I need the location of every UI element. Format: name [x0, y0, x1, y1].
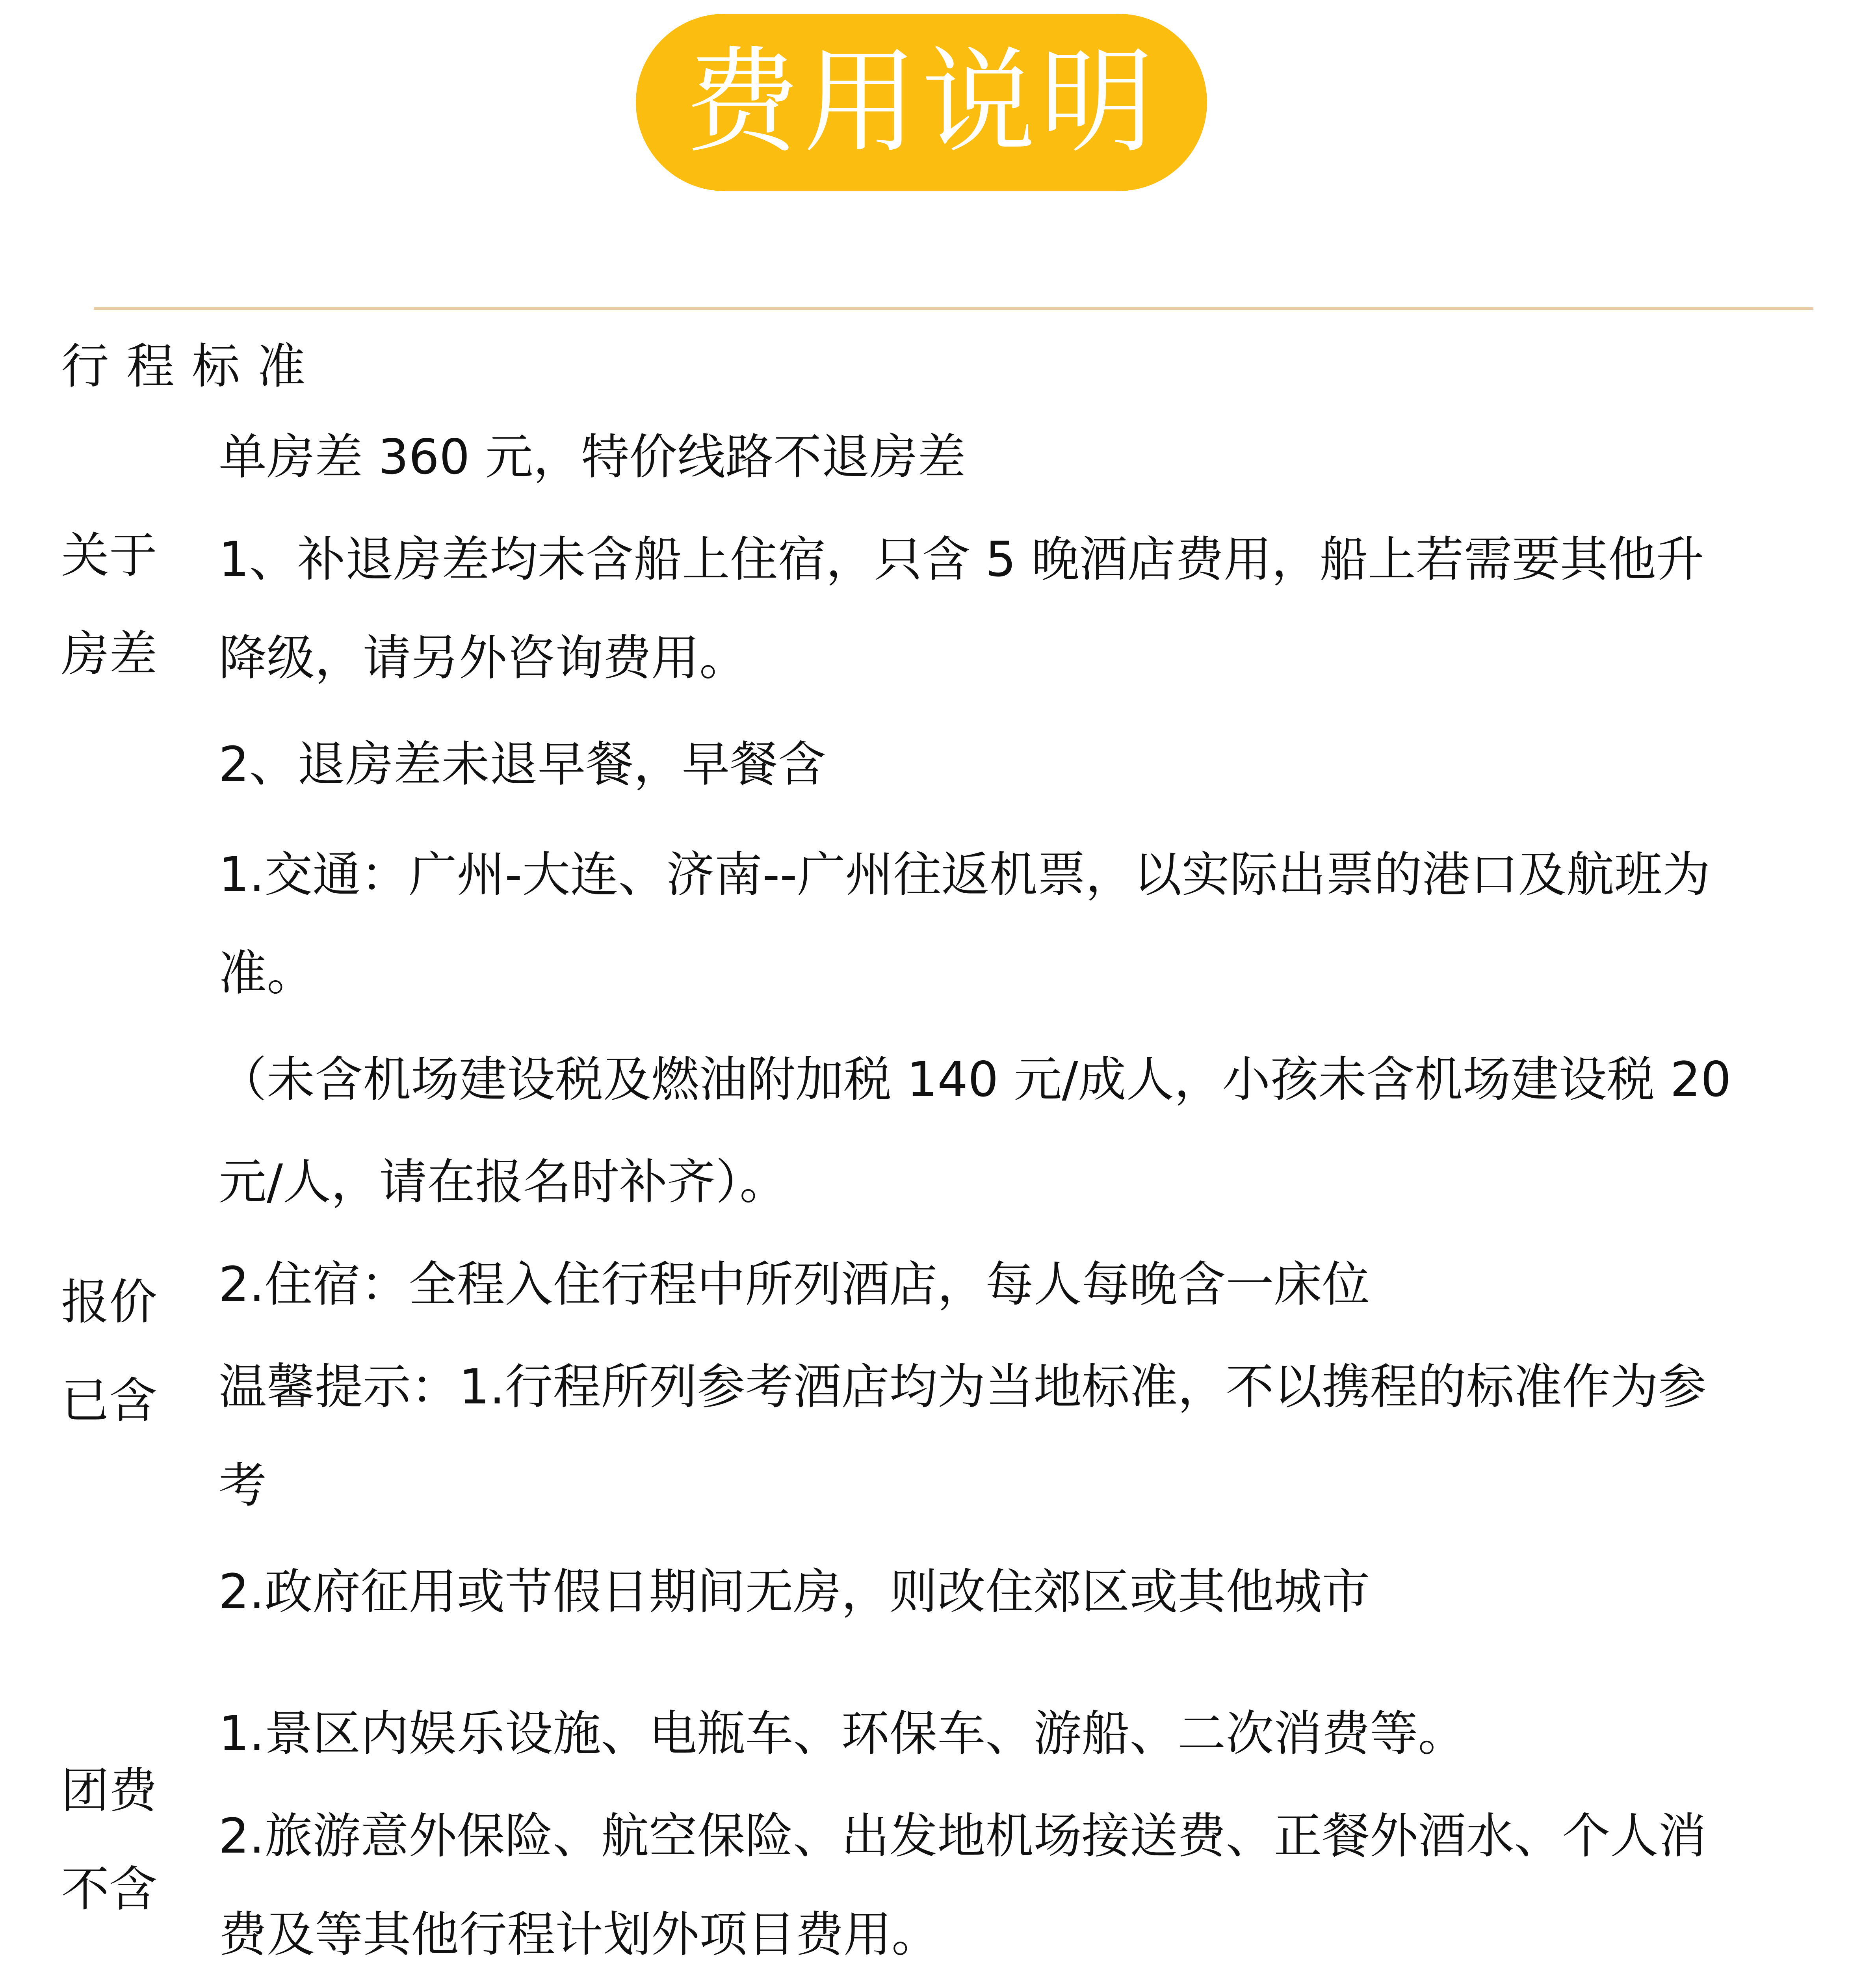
excluded-line: 费及等其他行程计划外项目费用。 [219, 1907, 940, 1963]
room-diff-line: 降级，请另外咨询费用。 [219, 630, 747, 686]
included-line: 温馨提示：1.行程所列参考酒店均为当地标准，不以携程的标准作为参 [219, 1359, 1707, 1415]
room-diff-line: 单房差 360 元，特价线路不退房差 [219, 429, 966, 485]
room-diff-line: 2、退房差未退早餐，早餐含 [219, 736, 826, 792]
excluded-label: 团费 不含 [61, 1763, 157, 1917]
room-diff-line: 1、补退房差均未含船上住宿，只含 5 晚酒店费用，船上若需要其他升 [219, 532, 1704, 587]
included-line: 考 [219, 1457, 267, 1513]
included-line: 1.交通：广州-大连、济南--广州往返机票，以实际出票的港口及航班为 [219, 847, 1711, 903]
included-line: 元/人，请在报名时补齐）。 [219, 1154, 788, 1210]
included-line: 2.住宿：全程入住行程中所列酒店，每人每晚含一床位 [219, 1256, 1370, 1312]
included-line: 准。 [219, 945, 315, 1001]
included-label: 报价 已含 [61, 1274, 157, 1429]
included-line: 2.政府征用或节假日期间无房，则改住郊区或其他城市 [219, 1564, 1370, 1620]
room-diff-label: 关于 房差 [61, 528, 157, 682]
excluded-line: 2.旅游意外保险、航空保险、出发地机场接送费、正餐外酒水、个人消 [219, 1808, 1707, 1864]
page-title: 费用说明 [636, 14, 1207, 191]
excluded-line: 1.景区内娱乐设施、电瓶车、环保车、游船、二次消费等。 [219, 1706, 1466, 1762]
title-divider [94, 307, 1813, 310]
included-line: （未含机场建设税及燃油附加税 140 元/成人，小孩未含机场建设税 20 [219, 1052, 1731, 1108]
itinerary-standard-label: 行程标准 [61, 338, 323, 394]
